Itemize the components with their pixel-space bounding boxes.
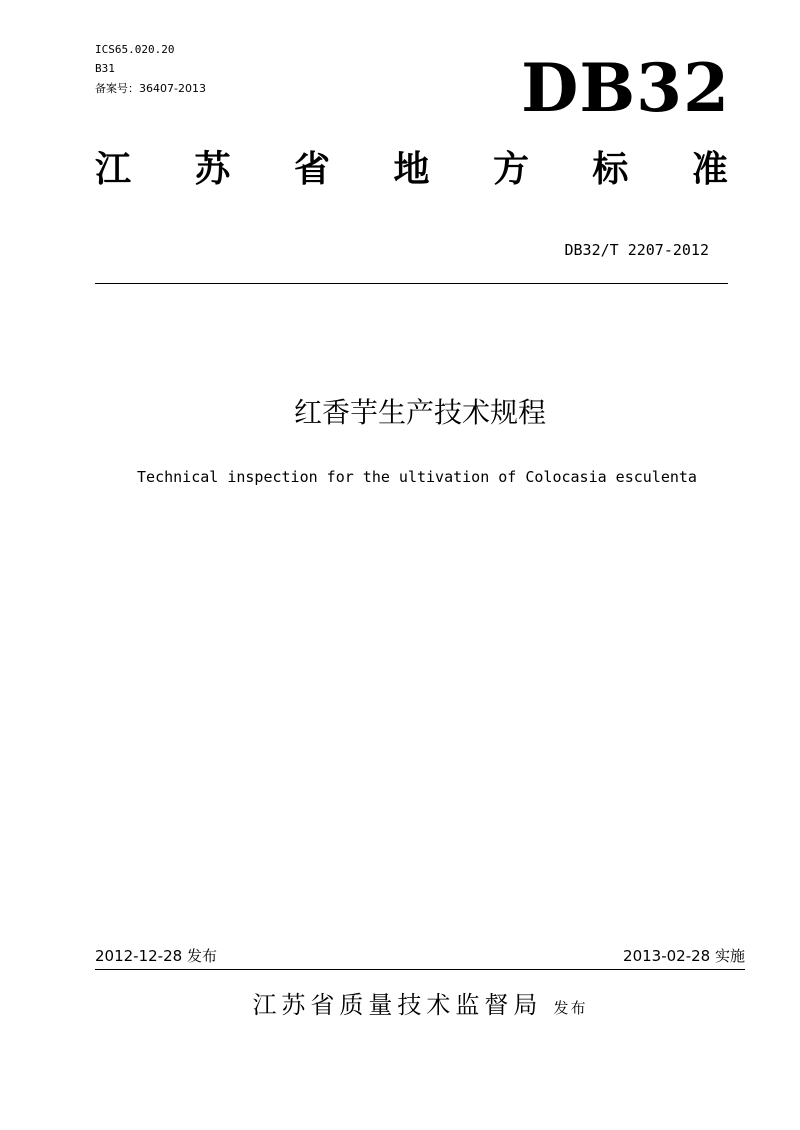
- bottom-divider: [95, 969, 745, 970]
- standard-number: DB32/T 2207-2012: [564, 241, 709, 259]
- top-divider: [95, 283, 728, 284]
- implementation-date: 2013-02-28 实施: [623, 947, 745, 965]
- standard-type-char: 准: [691, 149, 728, 190]
- standard-type-char: 苏: [194, 149, 231, 190]
- issuer-name: 江苏省质量技术监督局: [252, 991, 543, 1019]
- title-english: Technical inspection for the ultivation of Colocasia esculenta: [137, 468, 697, 486]
- ccs-code: B31: [95, 62, 115, 75]
- standard-type-heading: [95, 146, 728, 194]
- standard-type-char: 省: [293, 149, 330, 190]
- ics-code: ICS65.020.20: [95, 43, 175, 56]
- standard-type-char: 地: [393, 149, 430, 190]
- standard-type-char: 标: [592, 149, 629, 190]
- standard-type-char: 方: [492, 149, 529, 190]
- issuer-line: [0, 988, 800, 1022]
- issue-date: 2012-12-28 发布: [95, 947, 217, 965]
- issuer-suffix: 发布: [553, 999, 588, 1017]
- db-code-logo: DB32: [521, 49, 730, 127]
- title-chinese: 红香芋生产技术规程: [293, 396, 546, 429]
- standard-type-char: 江: [95, 149, 132, 190]
- filing-number: 备案号：36407-2013: [95, 82, 206, 95]
